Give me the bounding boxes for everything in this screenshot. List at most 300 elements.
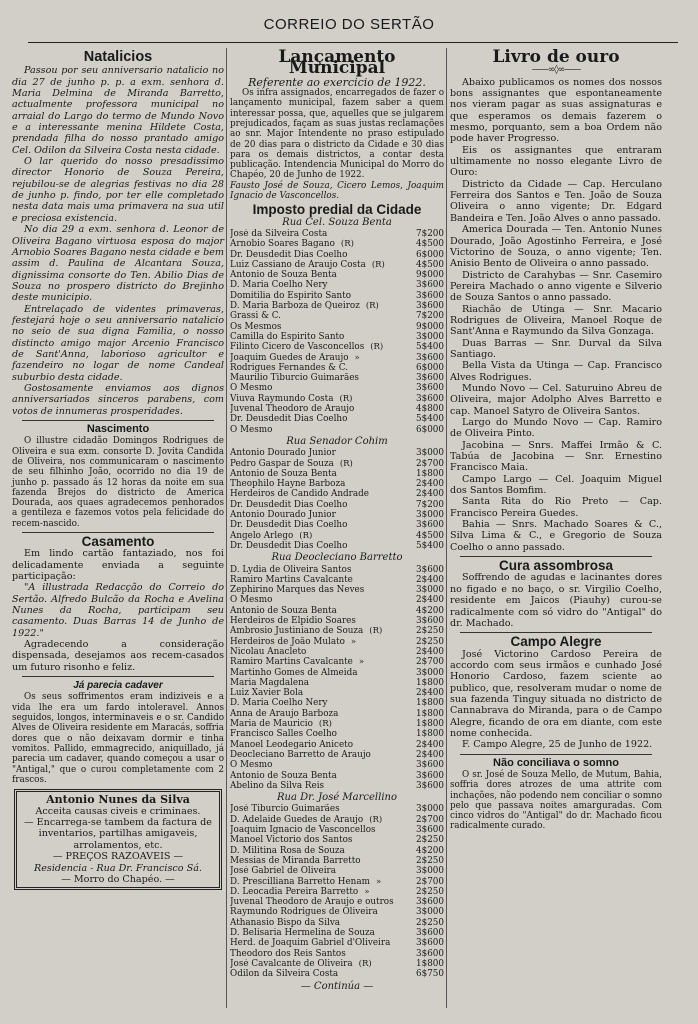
ad-line: — PREÇOS RAZOAVEIS —: [52, 851, 184, 863]
tax-row-left: [230, 520, 353, 530]
tax-row: [230, 322, 444, 332]
taxpayer-name: Joaquim Ignacio de Vasconcellos: [230, 825, 376, 836]
taxpayer-name: Athanasio Bispo da Silva: [230, 917, 341, 928]
tax-mark: »: [350, 636, 357, 647]
tax-row: [230, 897, 444, 907]
tax-row: [230, 750, 444, 760]
taxpayer-name: Ramiro Martins Cavalcante: [230, 657, 353, 668]
tax-row: [230, 835, 444, 845]
tax-amount: 2$400: [416, 489, 444, 500]
taxpayer-name: Nicolau Anacleto: [230, 646, 307, 657]
taxpayer-name: Antonio de Souza Benta: [230, 605, 337, 616]
taxpayer-name: Dr. Deusdedit Dias Coelho: [230, 499, 348, 510]
tax-amount: 3$600: [416, 770, 444, 781]
street-title: Rua Senador Cohim: [286, 435, 388, 447]
tax-amount: 3$600: [416, 948, 444, 959]
tax-row: [230, 918, 444, 928]
tax-row: [230, 668, 444, 678]
taxpayer-name: D. Maria Coelho Nery: [230, 698, 328, 709]
paragraph: Gostosamente enviamos aos dignos anniversariados sinceros parabens, com votos de innumeras prosperidades.: [12, 382, 224, 417]
column-divider: [446, 48, 447, 1008]
tax-mark: (R): [339, 458, 353, 469]
tax-row: [230, 969, 444, 979]
paragraph: Duas Barras — Snr. Durval da Silva Santiago.: [450, 337, 662, 360]
taxpayer-name: Luiz Cassiano de Araujo Costa: [230, 259, 366, 270]
tax-amount: 3$600: [416, 928, 444, 939]
tax-row: [230, 804, 444, 814]
tax-amount: 9$000: [416, 270, 444, 281]
tax-mark: »: [358, 657, 365, 668]
section-title-lancamento: Lançamento Municipal: [278, 47, 396, 79]
tax-row-left: [230, 469, 343, 479]
tax-row-left: [230, 647, 312, 657]
tax-row: [230, 373, 444, 383]
tax-row-left: [230, 949, 352, 959]
tax-row: [230, 887, 444, 897]
divider: [460, 556, 652, 557]
tax-row: [230, 585, 444, 595]
taxpayer-name: O Mesmo: [230, 595, 273, 606]
tax-amount: 9$000: [416, 321, 444, 332]
section-title-livro: Livro de ouro: [492, 47, 620, 67]
tax-list: [230, 217, 444, 980]
taxpayer-name: Theodoro dos Reis Santos: [230, 948, 346, 959]
tax-amount: 1$800: [416, 729, 444, 740]
tax-amount: 6$000: [416, 362, 444, 373]
tax-row: [230, 510, 444, 520]
tax-amount: 3$000: [416, 331, 444, 342]
tax-row: [230, 565, 444, 575]
tax-amount: 4$500: [416, 239, 444, 250]
taxpayer-name: Juvenal Theodoro de Araujo e outros: [230, 897, 394, 908]
taxpayer-name: D. Maria Coelho Nery: [230, 280, 328, 291]
tax-row-left: [230, 688, 309, 698]
paragraph: Districto da Cidade — Cap. Herculano Ferreira dos Santos e Ten. João de Souza Oliveira o anno vigente; Dr. Edgard Bandeira e Ten. João Alves o anno passado.: [450, 178, 662, 224]
subtitle: Referente ao exercicio de 1922.: [248, 75, 426, 89]
tax-amount: 2$250: [416, 917, 444, 928]
ad-name: Antonio Nunes da Silva: [46, 793, 190, 807]
tax-row-left: [230, 918, 346, 928]
taxpayer-name: Antonio de Souza Benta: [230, 468, 337, 479]
taxpayer-name: Juvenal Theodoro de Araujo: [230, 404, 355, 415]
tax-row-left: [230, 856, 367, 866]
tax-mark: »: [354, 352, 360, 363]
tax-row-left: [230, 928, 381, 938]
tax-mark: (R): [371, 259, 385, 270]
tax-amount: 2$700: [416, 814, 444, 825]
tax-row-left: [230, 229, 333, 239]
tax-amount: 7$200: [416, 499, 444, 510]
column-2: [230, 48, 444, 993]
divider: [460, 754, 652, 755]
tax-amount: 3$000: [416, 907, 444, 918]
column-divider: [226, 48, 227, 1008]
tax-row: [230, 394, 444, 404]
tax-row-left: [230, 877, 381, 887]
tax-row-left: [230, 959, 372, 969]
tax-row: [230, 606, 444, 616]
tax-amount: 3$600: [416, 352, 444, 363]
tax-amount: 3$000: [416, 804, 444, 815]
tax-row-left: [230, 595, 278, 605]
tax-row: [230, 719, 444, 729]
tax-row: [230, 616, 444, 626]
tax-row: [230, 781, 444, 791]
tax-amount: 3$000: [416, 585, 444, 596]
tax-row-left: [230, 479, 351, 489]
tax-mark: (R): [369, 626, 383, 637]
tax-row: [230, 311, 444, 321]
tax-row: [230, 856, 444, 866]
tax-row: [230, 938, 444, 948]
taxpayer-name: Antonio de Souza Benta: [230, 270, 337, 281]
tax-row: [230, 404, 444, 414]
tax-amount: 6$000: [416, 424, 444, 435]
tax-amount: 3$000: [416, 667, 444, 678]
tax-row-left: [230, 291, 357, 301]
tax-row-left: [230, 740, 359, 750]
tax-amount: 1$800: [416, 698, 444, 709]
tax-row-left: [230, 425, 278, 435]
tax-row-left: [230, 541, 353, 551]
tax-amount: 3$600: [416, 760, 444, 771]
tax-row: [230, 260, 444, 270]
taxpayer-name: O Mesmo: [230, 760, 273, 771]
tax-amount: 1$800: [416, 468, 444, 479]
paragraph: Agradecendo a consideração dispensada, desejamos aos recem-casados um futuro risonho e feliz.: [12, 639, 224, 673]
taxpayer-name: Dr. Deusdedit Dias Coelho: [230, 249, 348, 260]
taxpayer-name: Luiz Xavier Bola: [230, 688, 304, 699]
tax-amount: 4$200: [416, 845, 444, 856]
tax-amount: 4$200: [416, 605, 444, 616]
tax-row-left: [230, 938, 396, 948]
tax-row: [230, 239, 444, 249]
paragraph: Passou por seu anniversario natalicio no dia 27 de junho p. p. a exm. senhora d. Maria Delmina de Miranda Barretto, actualmente professora municipal no arraial do Largo do termo de Mundo Novo e a interessante menina Hildete Costa, prendada filha do nosso prantado amigo Cel. Odilon da Silveira Costa nesta cidade.: [12, 65, 224, 156]
tax-row: [230, 760, 444, 770]
taxpayer-name: Viuva Raymundo Costa: [230, 393, 334, 404]
paragraph: Entrelaçado de videntes primaveras, festejará hoje o seu anniversario natalicio no seio de sua digna Familia, o nosso distincto amigo major Arcenio Francisco de Sant'Anna, laborioso agricultor e fazendeiro no logar de nome Candeal suburbio desta cidade.: [12, 303, 224, 383]
paragraph: José Victorino Cardoso Pereira de accordo com seus irmãos e cunhado José Honorio Cardoso, fazem sciente ao publico, que, resolveram mudar o nome de sua fazenda Tinguy situada no districto de Cannabrava do Miranda, para o de Campo Alegre, ficando de ora em diante, com este nome conhecida.: [450, 648, 662, 739]
tax-row-left: [230, 448, 342, 458]
tax-row-left: [230, 804, 346, 814]
column-1: [12, 48, 224, 894]
paragraph: O lar querido do nosso presadissimo director Honorio de Souza Pereira, rejubilou-se de alegrias festivas no dia 28 de junho p. findo, por ter elle completado nesta data mais uma primavera na sua util e preciosa existencia.: [12, 156, 224, 224]
tax-row-left: [230, 342, 383, 352]
tax-amount: 3$600: [416, 616, 444, 627]
tax-row: [230, 250, 444, 260]
masthead: CORREIO DO SERTÃO: [263, 16, 435, 33]
tax-row-left: [230, 332, 350, 342]
taxpayer-name: Dr. Deusdedit Dias Coelho: [230, 414, 348, 425]
tax-row-left: [230, 383, 278, 393]
tax-amount: 7$200: [416, 228, 444, 239]
taxpayer-name: Angelo Arlego: [230, 530, 294, 541]
tax-row-left: [230, 394, 353, 404]
street-title: Rua Cel. Souza Benta: [282, 216, 392, 228]
tax-amount: 3$600: [416, 373, 444, 384]
paragraph: Os seus soffrimentos eram indiziveis e a vida lhe era um fardo intoleravel. Annos seguidos, longos, interminaveis e o sr. Candido Alves de Oliveira residente em Maracás, soffria dores que o não deixavam dormir e tinha vomitos. Pallido, emmagrecido, aniquillado, já parecia um cadaver, quando começou a usar o "Antigal," que o curou completamente com 2 frascos.: [12, 692, 224, 785]
tax-amount: 4$800: [416, 404, 444, 415]
advertisement-box: [14, 789, 222, 890]
tax-row-left: [230, 239, 354, 249]
section-title-somno: Não conciliava o somno: [493, 756, 619, 769]
tax-amount: 2$250: [416, 636, 444, 647]
tax-row: [230, 270, 444, 280]
taxpayer-name: Dr. Deusdedit Dias Coelho: [230, 540, 348, 551]
tax-row-left: [230, 510, 342, 520]
tax-row-left: [230, 637, 356, 647]
tax-mark: (R): [318, 719, 332, 730]
taxpayer-name: Pedro Gaspar de Souza: [230, 458, 334, 469]
tax-row-left: [230, 260, 385, 270]
signers: Fausto José de Souza, Cicero Lemos, Joaquim Ignacio de Vasconcellos.: [230, 180, 444, 201]
tax-row-left: [230, 531, 312, 541]
tax-amount: 3$000: [416, 510, 444, 521]
tax-row: [230, 459, 444, 469]
taxpayer-name: Maria Magdalena: [230, 677, 310, 688]
tax-row: [230, 342, 444, 352]
tax-row-left: [230, 760, 278, 770]
tax-row: [230, 771, 444, 781]
tax-row-left: [230, 709, 344, 719]
taxpayer-name: Odilon da Silveira Costa: [230, 969, 339, 980]
tax-amount: 2$400: [416, 479, 444, 490]
tax-row: [230, 815, 444, 825]
tax-row-left: [230, 729, 343, 739]
paragraph: Jacobina — Snrs. Maffei Irmão & C. Tabúa de Jacobina — Snr. Ernestino Francisco Maia.: [450, 439, 662, 474]
taxpayer-name: Herdeiros de João Mulato: [230, 636, 345, 647]
section-title-casamento: Casamento: [81, 534, 155, 550]
taxpayer-name: Deocleciano Barretto de Araujo: [230, 749, 371, 760]
tax-row: [230, 425, 444, 435]
tax-row: [230, 469, 444, 479]
tax-row: [230, 647, 444, 657]
divider: [22, 420, 214, 421]
section-title-natalicios: Natalicios: [83, 49, 153, 65]
tax-row-left: [230, 846, 351, 856]
tax-row: [230, 740, 444, 750]
paragraph: O illustre cidadão Domingos Rodrigues de Oliveira e sua exm. consorte D. Jovita Candida de Oliveira, nos communicaram o nascimento de seu filhinho João, ocorrido no dia 19 de junho p. passado ás 12 horas da noite em sua fazenda Brejos do districto de America Dourada, aos quaes agradecemos penhorados a gentileza e fazemos votos pela felicidade do recem-nascido.: [12, 436, 224, 529]
taxpayer-name: Antonio de Souza Benta: [230, 770, 337, 781]
tax-row: [230, 520, 444, 530]
taxpayer-name: José da Silveira Costa: [230, 228, 328, 239]
column-3: [450, 48, 662, 832]
tax-amount: 5$400: [416, 342, 444, 353]
taxpayer-name: José Cavalcante de Oliveira: [230, 958, 353, 969]
tax-row: [230, 383, 444, 393]
tax-amount: 2$700: [416, 657, 444, 668]
taxpayer-name: José Tiburcio Guimarães: [230, 804, 340, 815]
paragraph: Eis os assignantes que entraram ultimamente no nosso elegante Livro de Ouro:: [450, 144, 662, 179]
tax-row-left: [230, 866, 342, 876]
paragraph: America Dourada — Ten. Antonio Nunes Dourado, João Agostinho Ferreira, e José Victorino de Souza, o anno vigente; Ten. Anisio Bento de Oliveira o anno passado.: [450, 224, 662, 270]
paragraph: Largo do Mundo Novo — Cap. Ramiro de Oliveira Pinto.: [450, 417, 662, 440]
tax-row: [230, 595, 444, 605]
paragraph: Campo Largo — Cel. Joaquim Miguel dos Santos Bomfim.: [450, 473, 662, 497]
tax-row-left: [230, 270, 343, 280]
tax-amount: 2$250: [416, 626, 444, 637]
paragraph: Santa Rita do Rio Preto — Cap. Francisco Pereira Guedes.: [450, 496, 662, 519]
taxpayer-name: Arnobio Soares Bagano: [230, 239, 335, 250]
taxpayer-name: D. Prescilliana Barretto Henam: [230, 876, 370, 887]
taxpayer-name: Antonio Dourado Junior: [230, 448, 336, 459]
tax-amount: 2$400: [416, 749, 444, 760]
tax-row: [230, 353, 444, 363]
tax-row: [230, 907, 444, 917]
tax-amount: 2$400: [416, 688, 444, 699]
tax-amount: 1$800: [416, 719, 444, 730]
taxpayer-name: Grassi & C.: [230, 311, 281, 322]
tax-mark: »: [364, 886, 370, 897]
taxpayer-name: Abelino da Silva Reis: [230, 780, 325, 791]
ad-line: Residencia - Rua Dr. Francisco Sá.: [34, 862, 202, 874]
section-title-campo-alegre: Campo Alegre: [510, 634, 602, 650]
taxpayer-name: Manoel Leodegario Aniceto: [230, 739, 353, 750]
tax-row-left: [230, 565, 357, 575]
paragraph: No dia 29 a exm. senhora d. Leonor de Oliveira Bagano virtuosa esposa do major Arnobio Soares Bagano nesta cidade e bem assim d. Paulina de Alcantara Souza, dignissima consorte do Ten. Abilio Dias de Souza no prospero districto do Brejinho deste municipio.: [12, 224, 224, 304]
tax-amount: 3$600: [416, 393, 444, 404]
tax-mark: (R): [339, 393, 353, 404]
tax-row: [230, 332, 444, 342]
masthead-rule: [28, 42, 678, 43]
tax-row: [230, 500, 444, 510]
tax-mark: (R): [358, 958, 372, 969]
tax-row: [230, 448, 444, 458]
ad-line: — Encarrega-se tambem da factura de inventarios, partilhas amigaveis, arrolamentos, etc.: [24, 816, 212, 851]
section-title-cadaver: Já parecia cadaver: [73, 680, 163, 692]
taxpayer-name: Antonio Dourado Junior: [230, 510, 336, 521]
tax-mark: (R): [365, 301, 379, 312]
paragraph: Em lindo cartão fantaziado, nos foi delicadamente enviada a seguinte participação:: [12, 548, 224, 583]
tax-row: [230, 229, 444, 239]
paragraph: Mundo Novo — Cel. Saturuino Abreu de Oliveira, major Adolpho Alves Barretto e cap. Manoel Satyro de Oliveira Santos.: [450, 382, 662, 417]
tax-row-left: [230, 750, 377, 760]
taxpayer-name: Domitilia do Espirito Santo: [230, 290, 352, 301]
paragraph: Bahia — Snrs. Machado Soares & C., Silva Lima & C., e Gregorio de Souza Coelho o anno passado.: [450, 519, 662, 553]
taxpayer-name: Anna de Araujo Barboza: [230, 708, 339, 719]
tax-mark: (R): [370, 342, 384, 353]
paragraph: Bella Vista da Utinga — Cap. Francisco Alves Rodrigues.: [450, 360, 662, 383]
tax-amount: 5$400: [416, 540, 444, 551]
tax-amount: 7$200: [416, 311, 444, 322]
ad-line: — Morro do Chapéo. —: [61, 874, 175, 885]
divider: [460, 632, 652, 633]
tax-mark: (R): [369, 814, 383, 825]
tax-row-left: [230, 301, 379, 311]
taxpayer-name: Camilla do Espirito Santo: [230, 331, 345, 342]
tax-row: [230, 301, 444, 311]
taxpayer-name: José Gabriel de Oliveira: [230, 866, 336, 877]
tax-amount: 2$250: [416, 855, 444, 866]
tax-row-left: [230, 698, 334, 708]
tax-row: [230, 698, 444, 708]
taxpayer-name: Maurilio Tiburcio Guimarães: [230, 373, 359, 384]
taxpayer-name: Raymundo Rodrigues de Oliveira: [230, 907, 378, 918]
taxpayer-name: Filinto Cicero de Vasconcellos: [230, 342, 365, 353]
tax-amount: 3$600: [416, 897, 444, 908]
tax-row-left: [230, 815, 382, 825]
taxpayer-name: Rodrigues Fernandes & C.: [230, 362, 348, 373]
taxpayer-name: Ambrosio Justiniano de Souza: [230, 626, 364, 637]
tax-row: [230, 846, 444, 856]
tax-amount: 2$250: [416, 835, 444, 846]
tax-amount: 3$600: [416, 290, 444, 301]
tax-amount: 2$400: [416, 595, 444, 606]
paragraph: F. Campo Alegre, 25 de Junho de 1922.: [462, 739, 653, 751]
tax-row-left: [230, 353, 360, 363]
tax-amount: 3$600: [416, 520, 444, 531]
tax-row: [230, 541, 444, 551]
tax-row: [230, 291, 444, 301]
tax-row: [230, 531, 444, 541]
tax-mark: (R): [299, 530, 313, 541]
tax-row-left: [230, 606, 343, 616]
section-title-cura: Cura assombrosa: [498, 558, 614, 574]
tax-row-left: [230, 322, 287, 332]
tax-row: [230, 949, 444, 959]
taxpayer-name: O Mesmo: [230, 383, 273, 394]
tax-row-left: [230, 373, 365, 383]
divider: [22, 532, 214, 533]
tax-amount: 3$000: [416, 866, 444, 877]
paragraph: Districto de Carahybas — Snr. Casemiro Pereira Machado o anno vigente e Silverio de Souza Santos o anno passado.: [450, 269, 662, 304]
taxpayer-name: Francisco Salles Coelho: [230, 729, 337, 740]
taxpayer-name: Messias de Miranda Barretto: [230, 855, 361, 866]
tax-row: [230, 626, 444, 636]
tax-amount: 6$000: [416, 249, 444, 260]
tax-row: [230, 709, 444, 719]
tax-row-left: [230, 414, 353, 424]
tax-row-left: [230, 280, 334, 290]
taxpayer-name: Ramiro Martins Cavalcante: [230, 574, 353, 585]
taxpayer-name: D. Militina Rosa de Souza: [230, 845, 345, 856]
paragraph: Soffrendo de agudas e lacinantes dores no figado e no baço, o sr. Virgilio Coelho, residente em Jaicos (Piauhy) curou-se radicalmente com só vidro do "Antigal" do dr. Machado.: [450, 572, 662, 629]
tax-amount: 3$600: [416, 383, 444, 394]
tax-amount: 4$500: [416, 259, 444, 270]
taxpayer-name: Manoel Victorio dos Santos: [230, 835, 353, 846]
tax-row-left: [230, 459, 353, 469]
tax-amount: 1$800: [416, 677, 444, 688]
taxpayer-name: Maria de Mauricio: [230, 719, 313, 730]
taxpayer-name: D. Lydia de Oliveira Santos: [230, 564, 352, 575]
tax-row-left: [230, 585, 370, 595]
tax-row-left: [230, 500, 353, 510]
tax-amount: 3$600: [416, 938, 444, 949]
taxpayer-name: D. Leocadia Pereira Barretto: [230, 886, 359, 897]
taxpayer-name: D. Adelaide Guedes de Araujo: [230, 814, 364, 825]
tax-row: [230, 575, 444, 585]
tax-amount: 3$000: [416, 448, 444, 459]
tax-amount: 6$750: [416, 969, 444, 980]
section-title-imposto: Imposto predial da Cidade: [252, 202, 422, 218]
tax-row: [230, 866, 444, 876]
taxpayer-name: Theophilo Hayne Barboza: [230, 479, 346, 490]
taxpayer-name: Joaquim Guedes de Araujo: [230, 352, 349, 363]
tax-amount: 3$600: [416, 301, 444, 312]
tax-amount: 3$600: [416, 564, 444, 575]
paragraph: Riachão de Utinga — Snr. Macario Rodrigues de Oliveira, Manoel Roque de Sant'Anna e Raymundo da Silva Gonzaga.: [450, 303, 662, 338]
tax-row-left: [230, 311, 287, 321]
tax-row: [230, 479, 444, 489]
tax-row-left: [230, 969, 344, 979]
tax-amount: 4$500: [416, 530, 444, 541]
tax-row-left: [230, 668, 363, 678]
tax-row-left: [230, 887, 369, 897]
tax-amount: 2$250: [416, 886, 444, 897]
tax-row-left: [230, 626, 382, 636]
taxpayer-name: Herd. de Joaquim Gabriel d'Oliveira: [230, 938, 391, 949]
tax-row-left: [230, 363, 354, 373]
